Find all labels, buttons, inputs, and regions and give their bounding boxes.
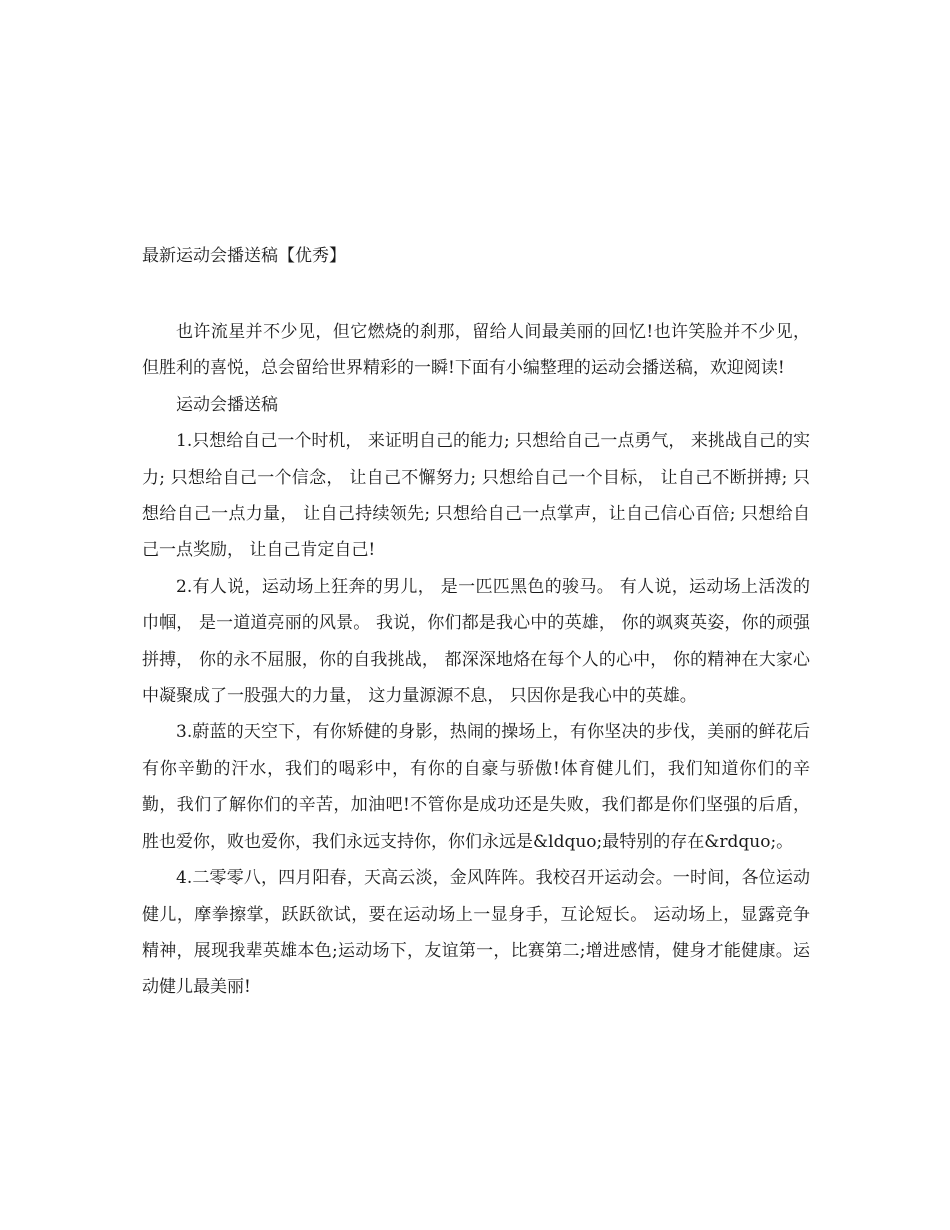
section-heading: 运动会播送稿 bbox=[176, 394, 278, 415]
paragraph-2: 2.有人说，运动场上狂奔的男儿， 是一匹匹黑色的骏马。 有人说，运动场上活泼的巾帼， 是一道道亮丽的风景。 我说，你们都是我心中的英雄， 你的飒爽英姿，你的顽强拼搏， 你的永不屈服，你的自我挑战， 都深深地烙在每个人的心中， 你的精神在大家心中凝聚成了一股强大的力量， 这力量源源不息， 只因你是我心中的英雄。 bbox=[142, 576, 810, 707]
paragraph-3: 3.蔚蓝的天空下，有你矫健的身影，热闹的操场上，有你坚决的步伐，美丽的鲜花后有你辛勤的汗水，我们的喝彩中，有你的自豪与骄傲!体育健儿们，我们知道你们的辛勤，我们了解你们的辛苦，加油吧!不管你是成功还是失败，我们都是你们坚强的后盾，胜也爱你，败也爱你，我们永远支持你，你们永远是&ldquo;最特别的存在&rdquo;。 bbox=[142, 722, 810, 852]
document-title: 最新运动会播送稿【优秀】 bbox=[142, 246, 346, 266]
paragraph-1: 1.只想给自己一个时机， 来证明自己的能力; 只想给自己一点勇气， 来挑战自己的实力; 只想给自己一个信念， 让自己不懈努力; 只想给自己一个目标， 让自己不断拼搏; 只想给自己一点力量， 让自己持续领先; 只想给自己一点掌声，让自己信心百倍; 只想给自己一点奖励， 让自己肯定自己! bbox=[142, 431, 810, 561]
document-body bbox=[142, 314, 810, 1006]
intro-paragraph: 也许流星并不少见，但它燃烧的刹那，留给人间最美丽的回忆!也许笑脸并不少见，但胜利的喜悦，总会留给世界精彩的一瞬!下面有小编整理的运动会播送稿，欢迎阅读! bbox=[142, 322, 810, 379]
paragraph-4: 4.二零零八，四月阳春，天高云淡，金风阵阵。我校召开运动会。一时间，各位运动健儿，摩拳擦掌，跃跃欲试，要在运动场上一显身手，互论短长。 运动场上，显露竞争精神，展现我辈英雄本色;运动场下，友谊第一，比赛第二;增进感情，健身才能健康。运动健儿最美丽! bbox=[142, 868, 810, 998]
